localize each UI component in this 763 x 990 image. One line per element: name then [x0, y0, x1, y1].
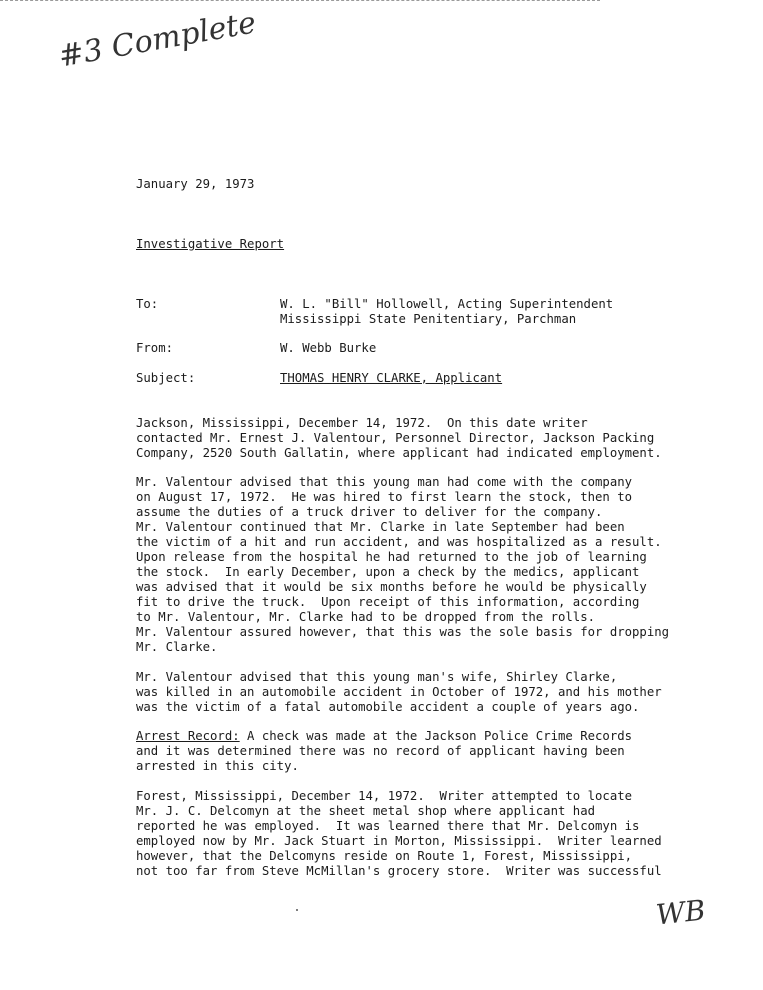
paragraph-5-line: however, that the Delcomyns reside on Route 1, Forest, Mississippi, [136, 849, 633, 863]
paragraph-2-line: assume the duties of a truck driver to deliver for the company. [136, 505, 603, 519]
letter-date: January 29, 1973 [136, 177, 255, 191]
report-heading: Investigative Report [136, 237, 285, 251]
paragraph-5-line: not too far from Steve McMillan's grocery store. Writer was successful [136, 864, 662, 878]
paragraph-2-line: the victim of a hit and run accident, and was hospitalized as a result. [136, 535, 662, 549]
paragraph-5-line: employed now by Mr. Jack Stuart in Morton, Mississippi. Writer learned [136, 834, 662, 848]
from-value: W. Webb Burke [280, 341, 377, 355]
paragraph-2-line: to Mr. Valentour, Mr. Clarke had to be dropped from the rolls. [136, 610, 596, 624]
handwritten-annotation: #3 Complete [56, 5, 259, 75]
paragraph-2-line: Mr. Valentour continued that Mr. Clarke in late September had been [136, 520, 625, 534]
paragraph-2-line: Mr. Valentour advised that this young man had come with the company [136, 475, 633, 489]
subject-label: Subject: [136, 371, 196, 385]
page-top-edge [0, 0, 600, 1]
to-line-1: W. L. "Bill" Hollowell, Acting Superintendent [280, 297, 614, 311]
paragraph-4-line: and it was determined there was no record of applicant having been [136, 744, 625, 758]
handwritten-initials: WB [654, 893, 707, 932]
paragraph-2-line: Mr. Clarke. [136, 640, 218, 654]
from-label: From: [136, 341, 174, 355]
paragraph-3-line: Mr. Valentour advised that this young man's wife, Shirley Clarke, [136, 670, 618, 684]
paragraph-2-line: the stock. In early December, upon a check by the medics, applicant [136, 565, 640, 579]
to-line-2: Mississippi State Penitentiary, Parchman [280, 312, 577, 326]
to-label: To: [136, 297, 159, 311]
paragraph-2-line: fit to drive the truck. Upon receipt of this information, according [136, 595, 640, 609]
paragraph-5-line: Mr. J. C. Delcomyn at the sheet metal shop where applicant had [136, 804, 596, 818]
arrest-record-text: A check was made at the Jackson Police Crime Records [239, 729, 633, 743]
paragraph-2-line: on August 17, 1972. He was hired to first learn the stock, then to [136, 490, 633, 504]
paragraph-1-line: Jackson, Mississippi, December 14, 1972. On this date writer [136, 416, 588, 430]
paragraph-3-line: was the victim of a fatal automobile accident a couple of years ago. [136, 700, 640, 714]
subject-value: THOMAS HENRY CLARKE, Applicant [280, 371, 503, 385]
paragraph-5-line: reported he was employed. It was learned there that Mr. Delcomyn is [136, 819, 640, 833]
paragraph-5-line: Forest, Mississippi, December 14, 1972. Writer attempted to locate [136, 789, 633, 803]
paragraph-2-line: was advised that it would be six months before he would be physically [136, 580, 647, 594]
paragraph-3-line: was killed in an automobile accident in October of 1972, and his mother [136, 685, 662, 699]
paragraph-4-line: arrested in this city. [136, 759, 299, 773]
paragraph-4-line [136, 729, 632, 744]
stray-mark [296, 909, 298, 911]
paragraph-1-line: contacted Mr. Ernest J. Valentour, Personnel Director, Jackson Packing [136, 431, 655, 445]
paragraph-2-line: Upon release from the hospital he had returned to the job of learning [136, 550, 647, 564]
paragraph-1-line: Company, 2520 South Gallatin, where applicant had indicated employment. [136, 446, 662, 460]
arrest-record-label: Arrest Record: [136, 729, 240, 743]
paragraph-2-line: Mr. Valentour assured however, that this was the sole basis for dropping [136, 625, 670, 639]
